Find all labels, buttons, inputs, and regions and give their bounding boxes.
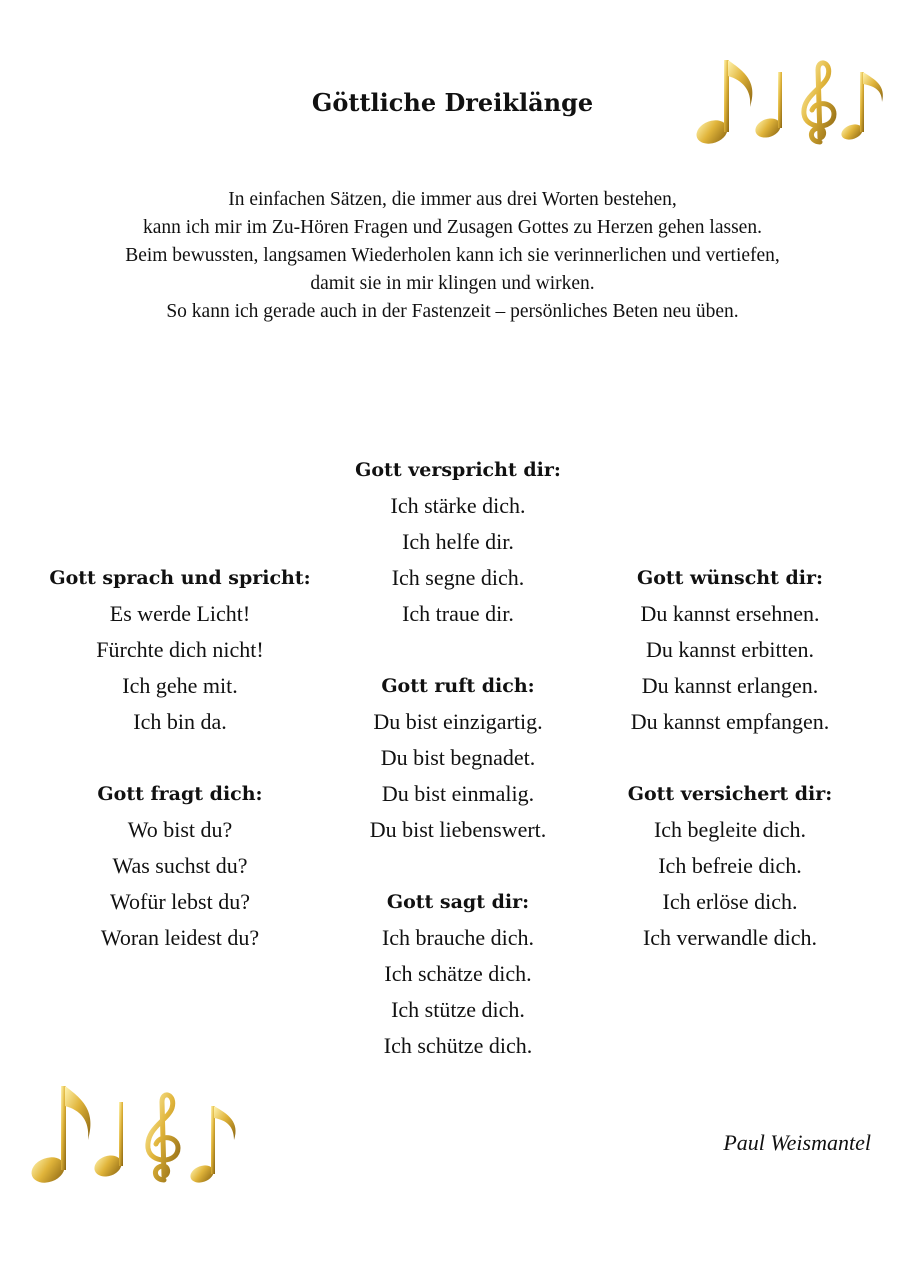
stanza-line: Du kannst ersehnen. <box>640 601 820 626</box>
stanza-line: Ich helfe dir. <box>402 529 514 554</box>
stanza-line: Ich brauche dich. <box>381 925 535 950</box>
stanza-heading: Gott sagt dir: <box>386 891 530 913</box>
stanza-heading: Gott ruft dich: <box>381 675 535 697</box>
stanza-heading: Gott wünscht dir: <box>636 567 824 589</box>
stanza-heading: Gott sprach und spricht: <box>49 567 311 589</box>
author-signature: Paul Weismantel <box>723 1130 871 1155</box>
stanza-line: Ich schätze dich. <box>384 961 532 986</box>
stanza-line: Du bist einmalig. <box>381 781 535 806</box>
stanza-line: Ich verwandle dich. <box>642 925 818 950</box>
stanza-line: Du kannst erbitten. <box>645 637 815 662</box>
stanza-line: Ich befreie dich. <box>658 853 802 878</box>
stanza-line: Ich bin da. <box>133 709 227 734</box>
stanza-line: Woran leidest du? <box>100 925 260 950</box>
stanza-line: Ich stärke dich. <box>390 493 526 518</box>
stanza-line: Wo bist du? <box>127 817 233 842</box>
stanza-line: Ich segne dich. <box>391 565 525 590</box>
stanza-line: Was suchst du? <box>112 853 248 878</box>
intro-line: damit sie in mir klingen und wirken. <box>310 273 595 294</box>
column-right <box>570 560 890 956</box>
stanza-line: Du kannst empfangen. <box>630 709 830 734</box>
intro-line: Beim bewussten, langsamen Wiederholen kann ich sie verinnerlichen und vertiefen, <box>125 245 780 266</box>
stanza-gap <box>570 740 890 776</box>
column-left <box>20 560 340 956</box>
stanza-heading: Gott verspricht dir: <box>355 459 561 481</box>
stanza-heading: Gott fragt dich: <box>97 783 263 805</box>
stanza-line: Ich schütze dich. <box>383 1033 533 1058</box>
stanza-line: Du bist einzigartig. <box>373 709 543 734</box>
stanza-gap <box>20 740 340 776</box>
stanza-line: Ich begleite dich. <box>653 817 807 842</box>
stanza-line: Du bist liebenswert. <box>369 817 547 842</box>
intro-line: kann ich mir im Zu-Hören Fragen und Zusagen Gottes zu Herzen gehen lassen. <box>143 217 762 238</box>
stanza-heading: Gott versichert dir: <box>627 783 833 805</box>
stanza-line: Fürchte dich nicht! <box>96 637 264 662</box>
music-notes-icon <box>26 1080 246 1190</box>
stanza-line: Du bist begnadet. <box>380 745 536 770</box>
stanza-line: Es werde Licht! <box>109 601 251 626</box>
stanza-line: Wofür lebst du? <box>110 889 250 914</box>
intro-line: So kann ich gerade auch in der Fastenzeit – persönliches Beten neu üben. <box>166 301 739 322</box>
music-notes-icon <box>690 52 890 152</box>
page-title: Göttliche Dreiklänge <box>311 88 594 117</box>
stanza-line: Ich gehe mit. <box>122 673 238 698</box>
intro-line: In einfachen Sätzen, die immer aus drei Worten bestehen, <box>228 189 677 210</box>
intro-text <box>0 186 905 326</box>
stanza-line: Du kannst erlangen. <box>641 673 819 698</box>
stanza-line: Ich traue dir. <box>402 601 514 626</box>
stanza-line: Ich erlöse dich. <box>662 889 798 914</box>
stanza-line: Ich stütze dich. <box>391 997 525 1022</box>
